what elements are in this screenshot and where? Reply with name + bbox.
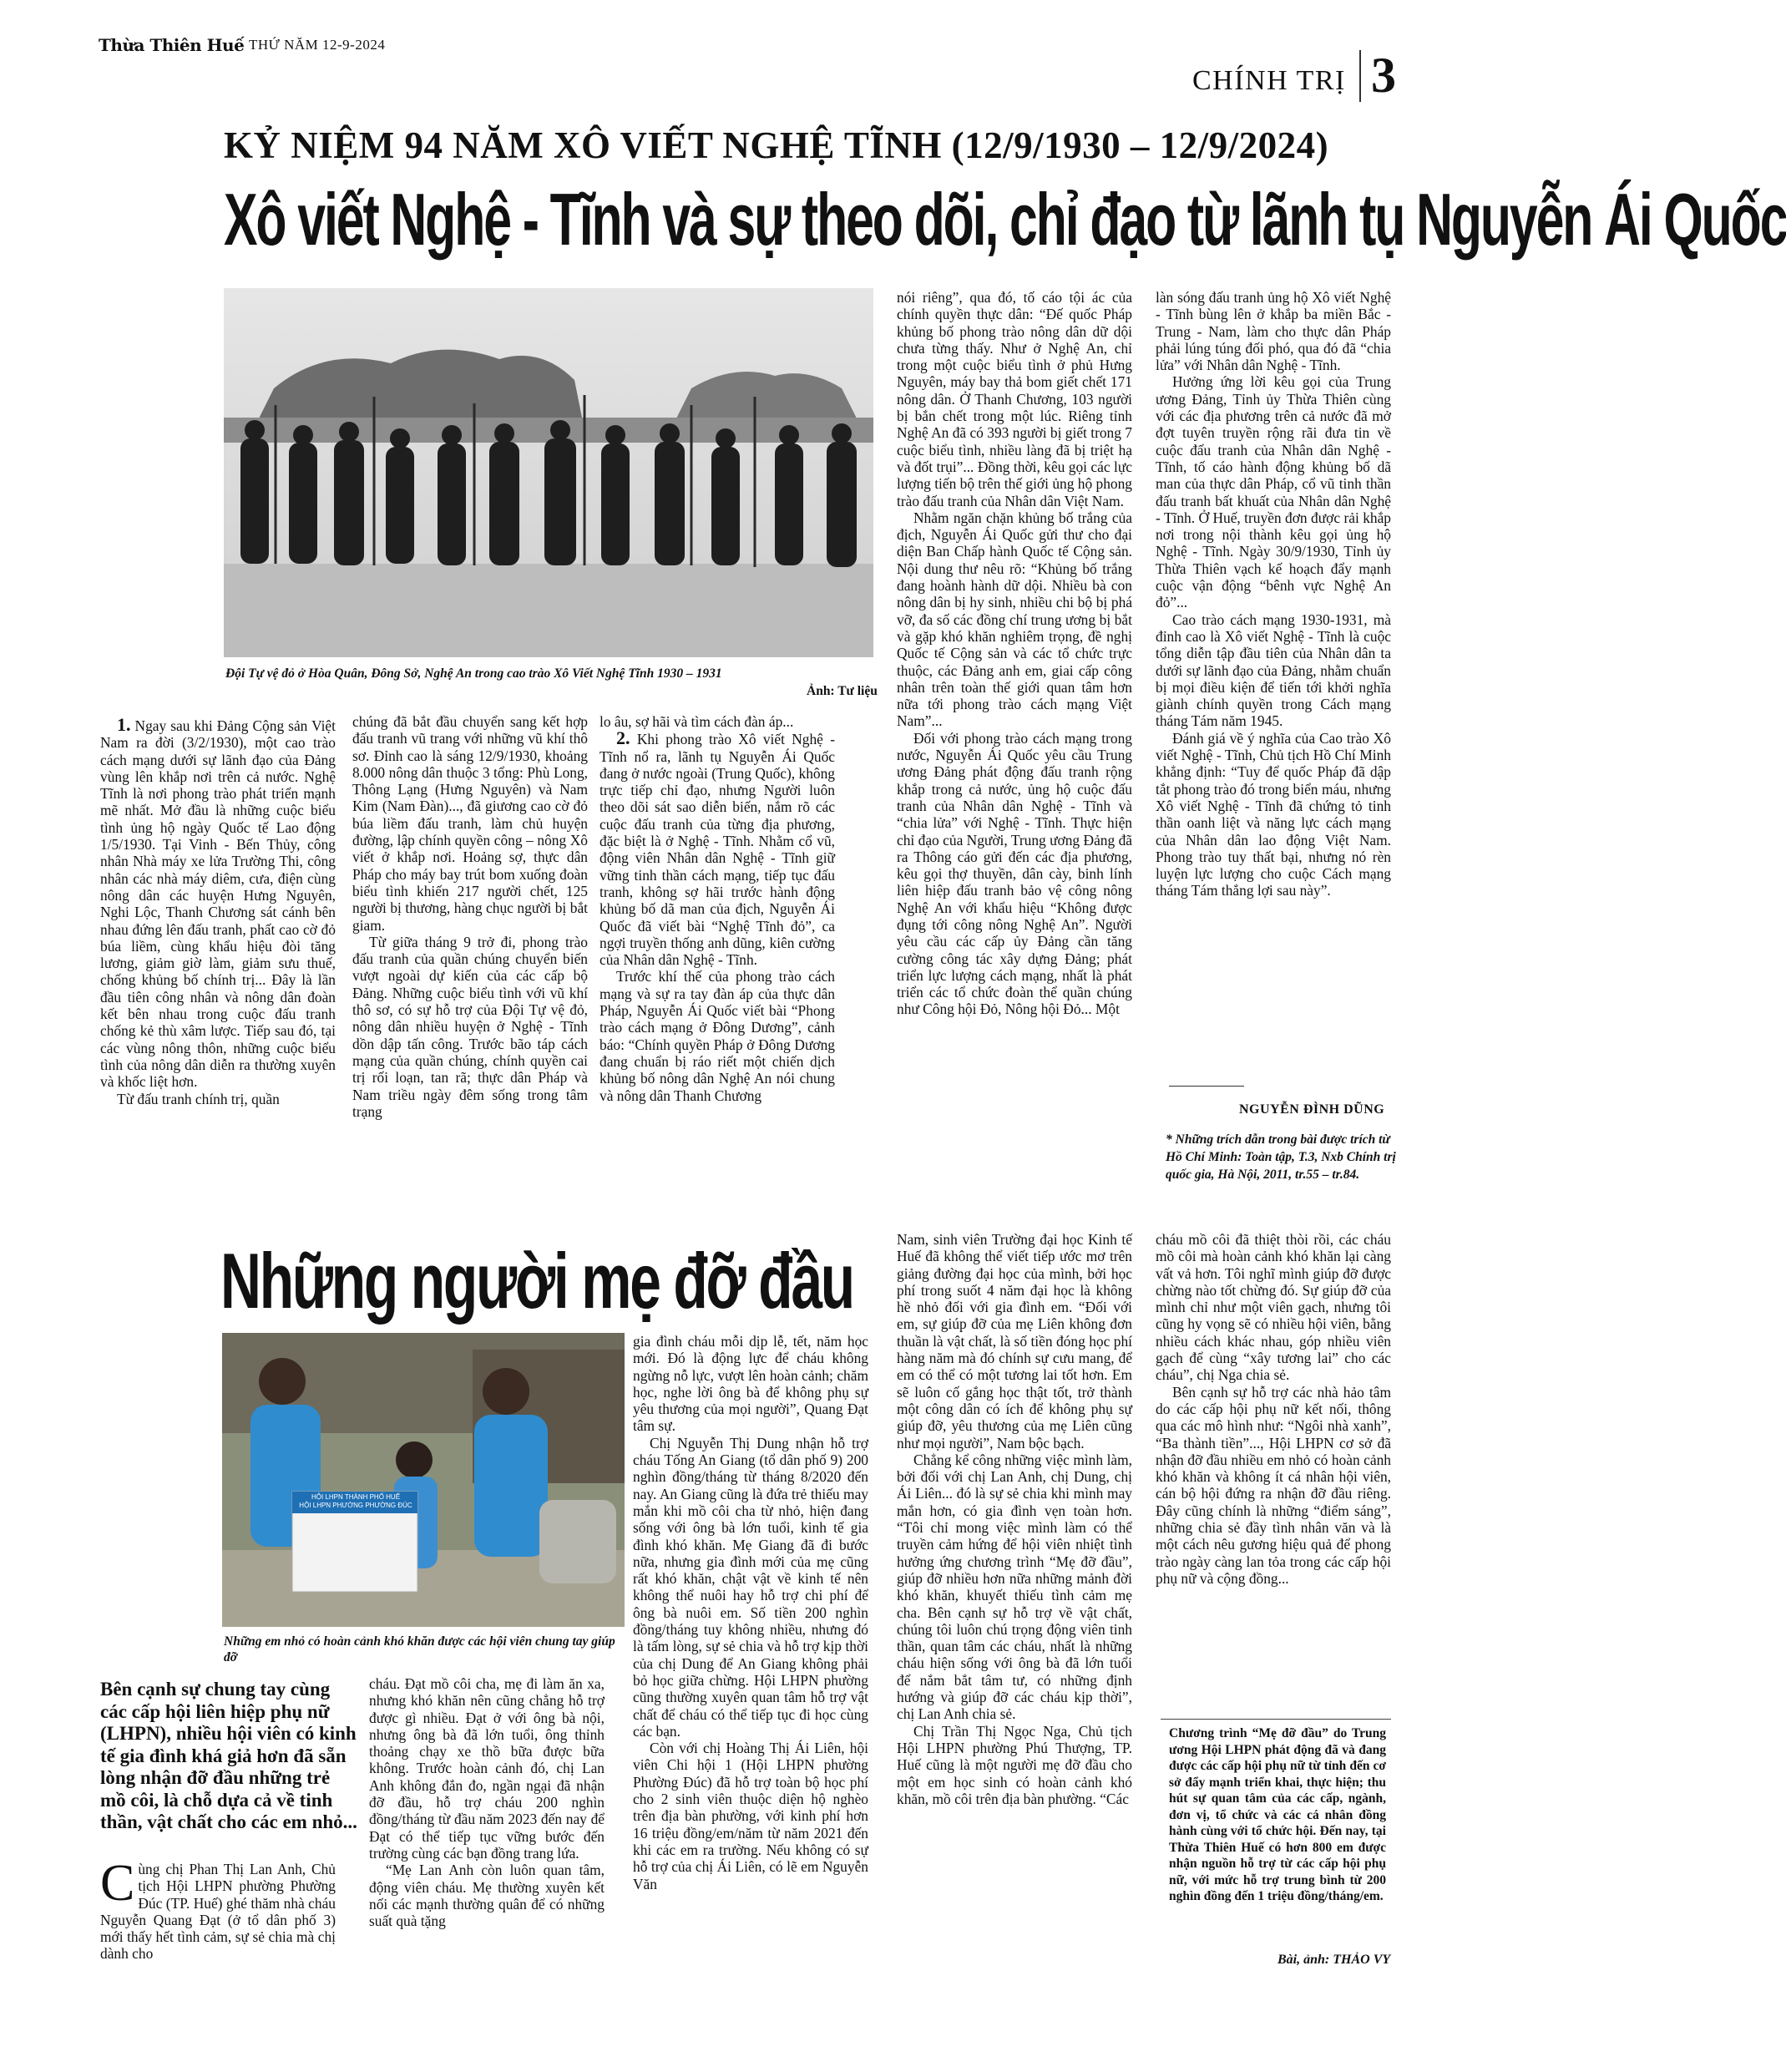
article1-column-4: [897, 289, 1132, 1201]
article1-col1-paragraph-2: Từ đấu tranh chính trị, quần: [117, 1090, 280, 1107]
photo1-caption: Đội Tự vệ đỏ ở Hòa Quân, Đông Sở, Nghệ An trong cao trào Xô Viết Nghệ Tĩnh 1930 – 1931: [225, 666, 722, 681]
article1-col3-paragraph-3: Trước khí thế của phong trào cách mạng và sự ra tay đàn áp của thực dân Pháp, Nguyễn Ái Quốc viết bài “Phong trào cách mạng ở Đông Dương”, cảnh báo: “Chính quyền Pháp ở Đông Dương đang chuẩn bị ráo riết một chiến dịch khủng bố nông dân Nghệ An nói chung và nông dân Thanh Chương: [600, 968, 835, 1104]
article1-col5-paragraph-2: Hưởng ứng lời kêu gọi của Trung ương Đảng, Tỉnh ủy Thừa Thiên cùng với các địa phương trên cả nước đã mở đợt tuyên truyền rộng rãi đưa tin về cuộc đấu tranh của Nhân dân Nghệ - Tĩnh, tố cáo hành động khủng bố dã man của thực dân Pháp, cổ vũ tinh thần đấu tranh bất khuất của Nhân dân Nghệ - Tĩnh. Ở Huế, truyền đơn được rải khắp nơi trong nội thành kêu gọi ủng hộ Nghệ - Tĩnh. Ngày 30/9/1930, Tỉnh ủy Thừa Thiên vạch kế hoạch đẩy mạnh cuộc vận động “bênh vực Nghệ An đỏ”...: [1156, 373, 1391, 611]
anniversary-kicker: KỶ NIỆM 94 NĂM XÔ VIẾT NGHỆ TĨNH (12/9/1930 – 12/9/2024): [224, 124, 1329, 166]
paper-name: Thừa Thiên Huế: [99, 35, 245, 55]
section-number-2: 2.: [616, 727, 630, 749]
article2-column-5: [1156, 1231, 1391, 1710]
article2-column-1: [100, 1855, 336, 1998]
article1-col4-paragraph-1: nói riêng”, qua đó, tố cáo tội ác của chính quyền thực dân: “Đế quốc Pháp khủng bố phong trào nông dân dữ dội chưa từng thấy. Như ở Nghệ An, chỉ trong một cuộc biểu tình ở phủ Hưng Nguyên, máy bay thả bom giết chết 171 nông dân. Ở Thanh Chương, 103 người bị bắn chết trong một lúc. Riêng tỉnh Nghệ An đã có 393 người bị giết trong 7 cuộc biểu tình, nhiều làng đã bị triệt hạ và đốt trụi”... Đồng thời, kêu gọi các lực lượng tiến bộ trên thế giới ủng hộ phong trào đấu tranh của Nhân dân Việt Nam.: [897, 289, 1132, 509]
photo2-caption: Những em nhỏ có hoàn cảnh khó khăn được các hội viên chung tay giúp đỡ: [224, 1634, 615, 1664]
article1-column-1: [100, 714, 336, 1201]
article2-colC-paragraph-1: gia đình cháu mỗi dịp lễ, tết, năm học mới. Đó là động lực để cháu không ngừng nỗ lực, vượt lên hoàn cảnh; chăm học, nghe lời ông bà để không phụ sự yêu thương của mọi người”, Quang Đạt tâm sự.: [633, 1333, 868, 1435]
godmothers-photo: [222, 1333, 625, 1627]
article1-col3-paragraph-2: Khi phong trào Xô viết Nghệ - Tĩnh nổ ra, lãnh tụ Nguyễn Ái Quốc đang ở nước ngoài (Trung Quốc), không trực tiếp chỉ đạo, nhưng Người luôn theo dõi sát sao diễn biến, nắm rõ các cuộc đấu tranh của từng địa phương, đặc biệt là ở Nghệ - Tĩnh. Nhằm cổ vũ, động viên Nhân dân Nghệ - Tĩnh giữ vững tinh thần cách mạng, tiếp tục đấu tranh, không sợ hãi trước hành động khủng bố dã man của địch, Nguyễn Ái Quốc đã viết bài “Nghệ Tĩnh đỏ”, ca ngợi truyền thống anh dũng, kiên cường của Nhân dân Nghệ - Tĩnh.: [600, 731, 835, 969]
article1-col3-paragraph-1: lo âu, sợ hãi và tìm cách đàn áp...: [600, 713, 794, 730]
article1-column-5: [1156, 289, 1391, 1097]
article1-col4-paragraph-2: Nhằm ngăn chặn khủng bố trắng của địch, Nguyễn Ái Quốc gửi thư cho đại diện Ban Chấp hành Quốc tế Cộng sản. Nội dung thư nêu rõ: “Khủng bố trắng đang hoành hành dữ dội. Nhiều bà con nông dân bị hy sinh, nhiều chi bộ bị phá vỡ, đa số các đồng chí trung ương bị bắt và gặp khó khăn nghiêm trọng, đề nghị Quốc tế Cộng sản và các tổ chức trực thuộc, các Đảng anh em, giai cấp công nhân trên toàn thế giới quan tâm hơn nữa tới phong trào cách mạng Việt Nam”...: [897, 509, 1132, 730]
article1-col5-paragraph-4: Đánh giá về ý nghĩa của Cao trào Xô viết Nghệ - Tĩnh, Chủ tịch Hồ Chí Minh khẳng định: “Tuy để quốc Pháp đã dập tắt phong trào đó trong biển máu, nhưng Xô viết Nghệ - Tĩnh đã chứng tỏ tinh thần oanh liệt và năng lực cách mạng của Nhân dân lao động Việt Nam. Phong trào tuy thất bại, nhưng nó rèn luyện lực lượng cho cuộc Cách mạng tháng Tám thắng lợi sau này”.: [1156, 729, 1391, 899]
article2-colC-paragraph-2: Chị Nguyễn Thị Dung nhận hỗ trợ cháu Tống An Giang (tổ dân phố 9) 200 nghìn đồng/tháng từ tháng 8/2020 đến nay. An Giang cũng là đứa trẻ thiếu may mắn khi mồ côi cha từ nhỏ, hiện đang sống với ông bà lớn tuổi, kinh tế gia đình khó khăn. Mẹ Giang đã đi bước nữa, nhưng gia đình mới của mẹ cũng rất khó khăn, chật vật về kinh tế nên không thể nuôi hay hỗ trợ chi phí để ông bà nuôi em. Số tiền 200 nghìn đồng/tháng tuy không nhiều, nhưng đó là tấm lòng, sự sẻ chia và hỗ trợ kịp thời của chị Dung để An Giang không phải bỏ học giữa chừng. Hội LHPN phường cũng thường xuyên quan tâm hỗ trợ vật chất để cháu có thể tiếp tục đi học cùng các bạn.: [633, 1434, 868, 1740]
article2-lead: Bên cạnh sự chung tay cùng các cấp hội liên hiệp phụ nữ (LHPN), nhiều hội viên có kinh tế gia đình khá giả hơn đã sẵn lòng nhận đỡ đầu những trẻ mồ côi, là chỗ dựa cả về tinh thần, vật chất cho các em nhỏ...: [100, 1679, 357, 1832]
historical-photo: [224, 288, 873, 657]
page-number: 3: [1371, 48, 1396, 103]
article2-column-3: [633, 1333, 868, 2003]
article2-column-2: [369, 1675, 605, 2003]
program-box-note: Chương trình “Mẹ đỡ đầu” do Trung ương Hội LHPN phát động đã và đang được các cấp hội phụ nữ từ tỉnh đến cơ sở đẩy mạnh triển khai, thực hiện; thu hút sự quan tâm của các cấp, ngành, đơn vị, tổ chức và các cá nhân đồng hành cùng với tổ chức hội. Đến nay, tại Thừa Thiên Huế có hơn 800 em được nhận nguồn hỗ trợ từ các cấp hội phụ nữ, với mức hỗ trợ trung bình từ 200 nghìn đồng đến 1 triệu đồng/tháng/em.: [1169, 1726, 1386, 1903]
article1-col2-paragraph-1: chúng đã bắt đầu chuyển sang kết hợp đấu tranh vũ trang với những vũ khí thô sơ. Đỉnh cao là sáng 12/9/1930, khoảng 8.000 nông dân thuộc 3 tổng: Phù Long, Thông Lạng (Hưng Nguyên) và Nam Kim (Nam Đàn)..., đã giương cao cờ đỏ búa liềm đấu tranh, làm chủ huyện đường, lập chính quyền công – nông Xô viết ở khắp nơi. Hoảng sợ, thực dân Pháp cho máy bay trút bom xuống đoàn biểu tình khiến 217 người chết, 125 người bị thương, hàng chục người bị bắt giam.: [352, 713, 588, 934]
article2-colD-paragraph-2: Chẳng kể công những việc mình làm, bởi đối với chị Lan Anh, chị Dung, chị Ái Liên... đó là sự sẻ chia khi mình may mắn hơn, có gia đình vẹn toàn hơn. “Tôi chỉ mong việc mình làm có thể truyền cảm hứng để hội viên nhiệt tình hưởng ứng chương trình “Mẹ đỡ đầu”, giúp đỡ nhiều hơn nữa những mảnh đời khó khăn, khuyết thiếu tình cảm mẹ cha. Bên cạnh sự hỗ trợ về vật chất, chúng tôi luôn chú trọng động viên tinh thần, quan tâm các cháu, nhất là những cháu hiện sống với ông bà đã lớn tuổi để nắm bắt tâm tư, có những định hướng và giúp đỡ các cháu kịp thời”, chị Lan Anh chia sẻ.: [897, 1451, 1132, 1723]
article2-colC-paragraph-3: Còn với chị Hoàng Thị Ái Liên, hội viên Chi hội 1 (Hội LHPN phường Phường Đúc) đã hỗ trợ toàn bộ học phí cho 2 sinh viên thuộc diện hộ nghèo trên địa bàn phường, với kinh phí hơn 16 triệu đồng/em/năm từ năm 2021 đến khi các em ra trường. Nếu không có sự hỗ trợ của chị Ái Liên, có lẽ em Nguyễn Văn: [633, 1740, 868, 1892]
article1-col4-paragraph-3: Đối với phong trào cách mạng trong nước, Nguyễn Ái Quốc yêu cầu Trung ương Đảng phát động đấu tranh rộng khắp trong cả nước, ủng hộ cuộc đấu tranh của Nhân dân Nghệ - Tĩnh và “chia lửa” với Nghệ - Tĩnh. Thực hiện chỉ đạo của Người, Trung ương Đảng đã ra Thông cáo gửi đến các địa phương, kêu gọi thợ thuyền, dân cày, binh lính liên hiệp đấu tranh bảo vệ công nông Nghệ An với khẩu hiệu “Không được đụng tới công nông Nghệ An”. Người yêu cầu các cấp ủy Đảng cần tăng cường công tác xây dựng Đảng; phát triển lực lượng cách mạng, nhất là phát triển các tổ chức đoàn thể quần chúng như Công hội Đỏ, Nông hội Đỏ... Một: [897, 729, 1132, 1018]
article1-col5-paragraph-1: làn sóng đấu tranh ủng hộ Xô viết Nghệ - Tĩnh bùng lên ở khắp ba miền Bắc - Trung - Nam, làm cho thực dân Pháp phải lúng túng đối phó, qua đó đã “chia lửa” với Nhân dân Nghệ - Tĩnh.: [1156, 289, 1391, 374]
red-guard-photo-image: [224, 288, 873, 657]
section-divider: [1359, 50, 1361, 102]
section-name: CHÍNH TRỊ: [1192, 65, 1346, 96]
article1-column-2: [352, 713, 588, 1201]
article1-col1-paragraph-1: Ngay sau khi Đảng Cộng sản Việt Nam ra đời (3/2/1930), một cao trào cách mạng dưới sự lãnh đạo của Đảng vùng lên khắp nơi trên cả nước. Nghệ Tĩnh là nơi phong trào phát triển mạnh mẽ nhất. Mở đầu là những cuộc biểu tình ủng hộ ngày Quốc tế Lao động 1/5/1930. Tại Vinh - Bến Thủy, công nhân Nhà máy xe lửa Trường Thi, công nhân các nhà máy diêm, cưa, điện cùng nông dân các huyện Hưng Nguyên, Nghi Lộc, Thanh Chương sát cánh bên nhau đứng lên đấu tranh, phất cao cờ đỏ búa liềm, cùng khẩu hiệu đòi tăng lương, giảm giờ làm, giảm sưu thuế, chống khủng bố chính trị... Đây là lần đầu tiên công nhân và nông dân đoàn kết bên nhau trong cuộc đấu tranh chống kẻ thù xâm lược. Tiếp sau đó, tại các vùng nông thôn, những cuộc biểu tình của nông dân diễn ra thường xuyên và khốc liệt hơn.: [100, 717, 336, 1091]
article2-colB-paragraph-1: cháu. Đạt mồ côi cha, mẹ đi làm ăn xa, nhưng khó khăn nên cũng chẳng hỗ trợ được gì nhiều. Đạt ở với ông bà nội, nhưng ông bà đã lớn tuổi, ông thỉnh thoảng chạy xe thồ bữa được bữa không. Trước hoàn cảnh đó, chị Lan Anh không đắn đo, ngần ngại đã nhận đỡ đầu, hỗ trợ cháu 200 nghìn đồng/tháng từ đầu năm 2023 đến nay để Đạt có thể tiếp tục vững bước đến trường cùng các bạn đồng trang lứa.: [369, 1675, 605, 1862]
article1-headline: Xô viết Nghệ - Tĩnh và sự theo dõi, chỉ đạo từ lãnh tụ Nguyễn Ái Quốc: [224, 178, 1786, 261]
article2-colA-paragraph-1: ùng chị Phan Thị Lan Anh, Chủ tịch Hội LHPN phường Phường Đúc (TP. Huế) ghé thăm nhà cháu Nguyễn Quang Đạt (ở tổ dân phố 3) mới thấy hết tình cảm, sự sẻ chia mà chị dành cho: [100, 1861, 336, 1963]
section-number-1: 1.: [117, 714, 131, 735]
article1-column-3: [600, 713, 835, 1201]
author-rule: [1169, 1086, 1244, 1087]
article2-headline: Những người mẹ đỡ đầu: [220, 1237, 853, 1325]
box-note-rule: [1161, 1719, 1391, 1720]
photo-sign: [294, 1493, 417, 1510]
article1-col2-paragraph-2: Từ giữa tháng 9 trở đi, phong trào đấu tranh của quần chúng chuyển biến vượt ngoài dự kiến của các cấp bộ Đảng. Những cuộc biểu tình với vũ khí thô sơ, có sự hỗ trợ của Đội Tự vệ đỏ, nông dân nhiều huyện ở Nghệ - Tĩnh dồn dập tấn công. Trước bão táp cách mạng của quần chúng, chính quyền cai trị rối loạn, tan rã; thực dân Pháp và Nam triều ngày đêm sống trong tâm trạng: [352, 933, 588, 1120]
article2-column-4: [897, 1231, 1132, 2003]
article1-footnote: * Những trích dẫn trong bài được trích từ Hồ Chí Minh: Toàn tập, T.3, Nxb Chính trị quốc gia, Hà Nội, 2011, tr.55 – tr.84.: [1166, 1132, 1396, 1182]
article1-col5-paragraph-3: Cao trào cách mạng 1930-1931, mà đỉnh cao là Xô viết Nghệ - Tĩnh là cuộc tổng diễn tập đầu tiên của Nhân dân ta dưới sự lãnh đạo của Đảng, nhằm chuẩn bị mọi điều kiện để tiến tới khởi nghĩa giành chính quyền trong Cách mạng tháng Tám năm 1945.: [1156, 610, 1391, 730]
article2-colD-paragraph-3: Chị Trần Thị Ngọc Nga, Chủ tịch Hội LHPN phường Phú Thượng, TP. Huế cũng là một người mẹ đỡ đầu cho một em học sinh có hoàn cảnh khó khăn, mồ côi trên địa bàn phường. “Các: [897, 1722, 1132, 1807]
article2-colB-paragraph-2: “Mẹ Lan Anh còn luôn quan tâm, động viên cháu. Mẹ thường xuyên kết nối các mạnh thường quân để có những suất quà tặng: [369, 1862, 605, 1930]
photo-sign-line-1: HỘI LHPN THÀNH PHỐ HUẾ: [311, 1493, 401, 1501]
photo1-credit: Ảnh: Tư liệu: [807, 684, 878, 698]
godmothers-photo-image: [222, 1333, 625, 1627]
issue-date: THỨ NĂM 12-9-2024: [249, 37, 386, 53]
article2-author: Bài, ảnh: THẢO VY: [1278, 1953, 1391, 1967]
article2-colE-paragraph-1: cháu mồ côi đã thiệt thòi rồi, các cháu mồ côi mà hoàn cảnh khó khăn lại càng vất vả hơn. Tôi nghĩ mình giúp đỡ được chừng nào tốt chừng đó. Sự giúp đỡ của mình chỉ như một viên gạch, nhưng tôi cũng hy vọng sẽ có nhiều hội viên, bằng nhiều cách khác nhau, góp nhiều viên gạch để cùng “xây tương lai” cho các cháu”, chị Nga chia sẻ.: [1156, 1231, 1391, 1384]
photo-sign-line-2: HỘI LHPN PHƯỜNG PHƯỜNG ĐÚC: [299, 1502, 412, 1509]
dropcap-letter: C: [100, 1855, 135, 1912]
article2-colD-paragraph-1: Nam, sinh viên Trường đại học Kinh tế Huế đã không thể viết tiếp ước mơ trên giảng đường đại học của mình, bởi học phí trong suốt 4 năm đại học là không hề nhỏ đối với gia đình em. “Đối với em, sự giúp đỡ của mẹ Liên không đơn thuần là vật chất, là số tiền đóng học phí hàng năm mà đó chính sự cưu mang, để em có thể có một tương lai tốt hơn. Em sẽ luôn cố gắng học thật tốt, trở thành một công dân có ích để không phụ sự giúp đỡ, yêu thương của mẹ Liên cũng như mọi người”, Nam bộc bạch.: [897, 1231, 1132, 1451]
article2-colE-paragraph-2: Bên cạnh sự hỗ trợ các nhà hảo tâm do các cấp hội phụ nữ kết nối, thông qua các mô hình như: “Ngôi nhà xanh”, “Ba thành tiền”..., Hội LHPN cơ sở đã nhận đỡ đầu nhiều em nhỏ có hoàn cảnh khó khăn và không ít cá nhân hội viên, cán bộ hội đứng ra nhận đỡ đầu riêng. Đây cũng chính là những “điểm sáng”, những chia sẻ đầy tình nhân văn và là một cách nêu gương hiệu quả để phong trào ngày càng lan tỏa trong các cấp hội phụ nữ và cộng đồng...: [1156, 1383, 1391, 1587]
article1-author: NGUYỄN ĐÌNH DŨNG: [1239, 1102, 1385, 1117]
